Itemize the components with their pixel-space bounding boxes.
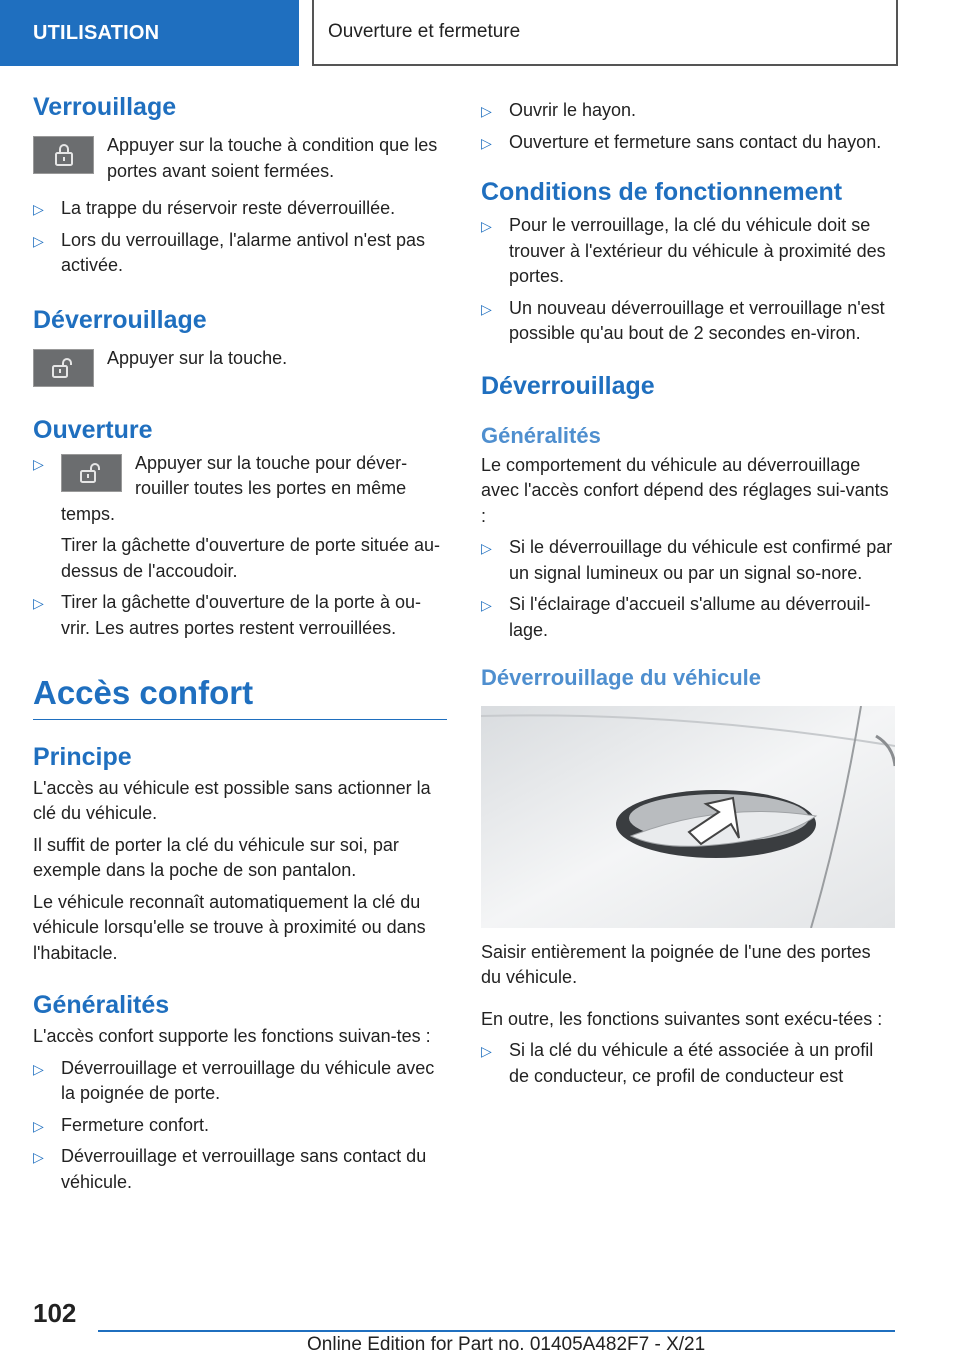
outre-list <box>481 1038 895 1089</box>
unlock-key-row <box>33 349 447 387</box>
chapter-title: Ouverture et fermeture <box>328 21 521 42</box>
page-number: 102 <box>33 1298 77 1328</box>
heading-deverrouillage-vehicule: Déverrouillage du véhicule <box>481 665 761 691</box>
photo-caption: Saisir entièrement la poignée de l'une des portes du véhicule. <box>481 941 871 988</box>
left-column <box>33 92 447 1195</box>
ouverture-list <box>33 451 447 642</box>
footer-divider <box>98 1330 895 1332</box>
hayon-list <box>481 98 895 155</box>
ouverture-sub-text: Tirer la gâchette d'ouverture de porte située au-dessus de l'accoudoir. <box>61 535 440 581</box>
conditions-list <box>481 213 895 347</box>
heading-deverrouillage-right: Déverrouillage <box>481 371 655 400</box>
heading-verrouillage: Verrouillage <box>33 93 177 121</box>
paragraph: En outre, les fonctions suivantes sont exécu-tées : <box>481 1008 883 1029</box>
bullet-triangle-icon: ▷ <box>33 232 44 249</box>
verrouillage-list <box>33 196 447 279</box>
list-item: ▷ Si la clé du véhicule a été associée à un profil de conducteur, ce profil de conducteur est <box>481 1040 874 1086</box>
heading-principe: Principe <box>33 742 132 771</box>
heading-generalites: Généralités <box>33 991 170 1020</box>
heading-conditions: Conditions de fonctionnement <box>481 178 843 206</box>
bullet-triangle-icon: ▷ <box>481 134 492 151</box>
paragraph: L'accès au véhicule est possible sans actionner la clé du véhicule. <box>33 777 431 824</box>
lock-icon <box>33 136 94 174</box>
bullet-triangle-icon: ▷ <box>33 455 44 472</box>
bullet-triangle-icon: ▷ <box>33 595 44 611</box>
bullet-triangle-icon: ▷ <box>481 597 492 614</box>
generalites-list <box>33 1056 447 1196</box>
door-handle-photo <box>481 706 895 928</box>
list-item: ▷ La trappe du réservoir reste déverrouillée. <box>33 196 447 222</box>
list-item: ▷ Un nouveau déverrouillage et verrouillage n'est possible qu'au bout de 2 secondes en-viron. <box>481 297 885 343</box>
list-item: ▷ Pour le verrouillage, la clé du véhicule doit se trouver à l'extérieur du véhicule à proximité des portes. <box>481 215 886 286</box>
bullet-triangle-icon: ▷ <box>33 1149 44 1166</box>
section-title: UTILISATION <box>33 21 160 44</box>
deverrouillage-settings-list <box>481 535 895 643</box>
bullet-triangle-icon: ▷ <box>481 300 492 317</box>
paragraph: Le véhicule reconnaît automatiquement la clé du véhicule lorsqu'elle se trouve à proximité ou dans l'habitacle. <box>33 891 426 963</box>
unlock-icon <box>61 454 122 492</box>
list-item: ▷ Si le déverrouillage du véhicule est confirmé par un signal lumineux ou par un signal so-nore. <box>481 537 893 583</box>
unlock-key-text: Appuyer sur la touche. <box>107 347 288 368</box>
list-item: ▷ Ouverture et fermeture sans contact du hayon. <box>481 130 895 156</box>
bullet-triangle-icon: ▷ <box>481 1043 492 1060</box>
chapter-tab <box>312 0 898 66</box>
unlock-icon <box>33 349 94 387</box>
list-item: ▷ Déverrouillage et verrouillage du véhicule avec la poignée de porte. <box>33 1057 435 1104</box>
heading-generalites-right: Généralités <box>481 422 601 448</box>
paragraph: Il suffit de porter la clé du véhicule sur soi, par exemple dans la poche de son pantalon. <box>33 834 399 881</box>
heading-deverrouillage: Déverrouillage <box>33 305 207 334</box>
section-tab <box>0 0 299 66</box>
bullet-triangle-icon: ▷ <box>33 1117 44 1134</box>
list-item: ▷ Déverrouillage et verrouillage sans contact du véhicule. <box>33 1146 427 1192</box>
heading-acces-confort: Accès confort <box>33 674 254 711</box>
list-item: ▷ Appuyer sur la touche pour déver-rouiller toutes les portes en même temps. Tirer la gâchette d'ouverture de porte située au-dessus de l'accoudoir. <box>33 451 447 585</box>
bullet-triangle-icon: ▷ <box>33 1060 44 1077</box>
paragraph: Le comportement du véhicule au déverrouillage avec l'accès confort dépend des réglages sui-vants : <box>481 454 889 526</box>
bullet-triangle-icon: ▷ <box>33 201 44 217</box>
list-item: ▷ Fermeture confort. <box>33 1113 447 1139</box>
list-item: ▷ Lors du verrouillage, l'alarme antivol n'est pas activée. <box>33 229 426 275</box>
heading-ouverture: Ouverture <box>33 415 153 444</box>
list-item: ▷ Tirer la gâchette d'ouverture de la porte à ou-vrir. Les autres portes restent verrouillées. <box>33 592 421 638</box>
lock-key-text: Appuyer sur la touche à condition que les portes avant soient fermées. <box>107 135 438 181</box>
bullet-triangle-icon: ▷ <box>481 218 492 234</box>
right-column <box>481 98 895 1089</box>
edition-text: Online Edition for Part no. 01405A482F7 - X/21 <box>307 1334 706 1355</box>
bullet-triangle-icon: ▷ <box>481 103 492 119</box>
list-item: ▷ Ouvrir le hayon. <box>481 98 895 124</box>
lock-key-row <box>33 136 447 184</box>
list-item: ▷ Si l'éclairage d'accueil s'allume au déverrouil-lage. <box>481 594 871 640</box>
bullet-triangle-icon: ▷ <box>481 540 492 557</box>
heading-acces-confort-block <box>33 673 447 720</box>
paragraph: L'accès confort supporte les fonctions suivan-tes : <box>33 1026 431 1047</box>
